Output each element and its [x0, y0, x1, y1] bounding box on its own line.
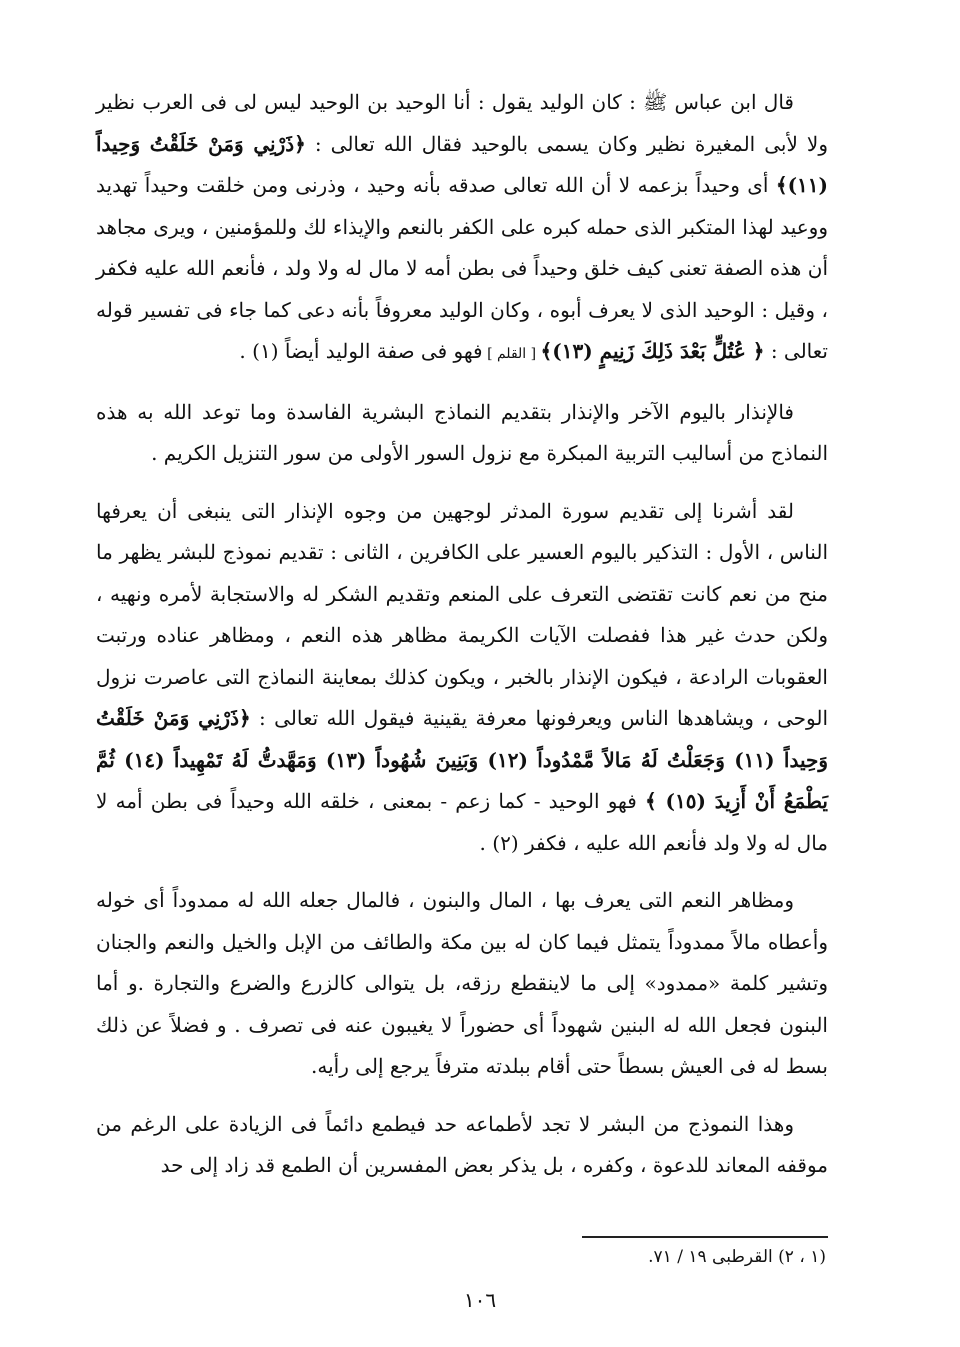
quran-verse: ﴿ذَرْنِي وَمَنْ خَلَقْتُ وَحِيداً (١١) وَجَعَلْتُ لَهُ مَالاً مَّمْدُوداً (١٢) وَبَنِينَ شُهُوداً (١٣) وَمَهَّدتُّ لَهُ تَمْهِيداً (١٤) ثُمَّ يَطْمَعُ أَنْ أَزِيدَ (١٥) ﴾	[96, 706, 829, 813]
page-number: ١٠٦	[463, 1288, 497, 1312]
quran-verse: ﴿ذَرْنِي وَمَنْ خَلَقْتُ وَحِيداً (١١)﴾	[96, 131, 828, 197]
text-segment: فالإنذار باليوم الآخر والإنذار بتقديم النماذج البشرية الفاسدة وما توعد الله به هذه النماذج من أساليب التربية المبكرة مع نزول السور الأولى من سور التنزيل الكريم .	[96, 399, 828, 465]
footnote: (١ ، ٢) القرطبى ١٩ / ٧١.	[648, 1247, 826, 1267]
paragraph-5	[96, 1104, 828, 1187]
text-segment: قال ابن عباس ﷺ : كان الوليد يقول : أنا الوحيد بن الوحيد ليس لى فى العرب نظير ولا لأبى المغيرة نظير وكان يسمى بالوحيد فقال الله تعالى :	[96, 90, 828, 156]
text-segment: وهذا النموذج من البشر لا تجد لأطماعه حد فيطمع دائماً فى الزيادة على الرغم من موقفه المعاند للدعوة ، وكفره ، بل يذكر بعض المفسرين أن الطمع قد زاد إلى حد	[96, 1111, 828, 1177]
text-segment: لقد أشرنا إلى تقديم سورة المدثر لوجهين من وجوه الإنذار التى ينبغى أن يعرفها الناس ، الأول : التذكير باليوم العسير على الكافرين ، الثانى : تقديم نموذج للبشر يظهر ما منح من نعم كانت تقتضى التعرف على المنعم وتقديم الشكر له والاستجابة لأمره ونهيه ، ولكن حدث غير هذا ففصلت الآيات الكريمة مظاهر هذه النعم ، ومظاهر عناده ورتبت العقوبات الرادعة ، فيكون الإنذار بالخبر ، ويكون كذلك بمعاينة النماذج التى عاصرت نزول الوحى ، ويشاهدها الناس ويعرفونها معرفة يقينية فيقول الله تعالى :	[96, 498, 829, 730]
text-segment: ومظاهر النعم التى يعرف بها ، المال والبنون ، فالمال جعله الله له ممدوداً أى خوله وأعطاه مالاً ممدوداً يتمثل فيما كان له بين مكة والطائف من الإبل والخيل والنعم والجنان وتشير كلمة «ممدود» إلى ما لاينقطع رزقه، بل يتوالى كالزرع والضرع والتجارة .و أما البنون فجعل الله له البنين شهوداً أى حضوراً لا يغيبون عنه فى تصرف . و فضلاً عن ذلك بسط له فى العيش بسطاً حتى أقام ببلدته مترفاً يرجع إلى رأيه.	[96, 888, 828, 1078]
text-segment: أى وحيداً بزعمه لا أن الله تعالى صدقه بأنه وحيد ، وذرنى ومن خلقت وحيداً تهديد ووعيد لهذا المتكبر الذى حمله كبره على الكفر بالنعم والإيذاء لك وللمؤمنين ، ويرى مجاهد أن هذه الصفة تعنى كيف خلق وحيداً فى بطن أمه لا مال له ولا ولد ، فأنعم الله عليه فكفر ، وقيل : الوحيد الذى لا يعرف أبوه ، وكان الوليد معروفاً بأنه دعى كما جاء فى تفسير قوله تعالى :	[96, 173, 828, 363]
paragraph-3	[96, 491, 828, 865]
footnote-divider	[582, 1236, 828, 1238]
quran-verse: ﴿ عُتُلٍّ بَعْدَ ذَلِكَ زَنِيمٍ (١٣)﴾	[540, 339, 765, 363]
paragraph-2	[96, 392, 828, 475]
text-segment: فهو فى صفة الوليد أيضاً (١) .	[239, 339, 483, 363]
paragraph-4	[96, 880, 828, 1088]
text-segment: فهو الوحيد - كما زعم - بمعنى ، خلقه الله وحيداً فى بطن أمه لا مال له ولا ولد فأنعم الله عليه ، فكفر (٢) .	[96, 789, 828, 855]
page-body	[96, 82, 828, 1187]
surah-reference: [ القلم ]	[482, 346, 541, 362]
paragraph-1	[96, 82, 828, 376]
